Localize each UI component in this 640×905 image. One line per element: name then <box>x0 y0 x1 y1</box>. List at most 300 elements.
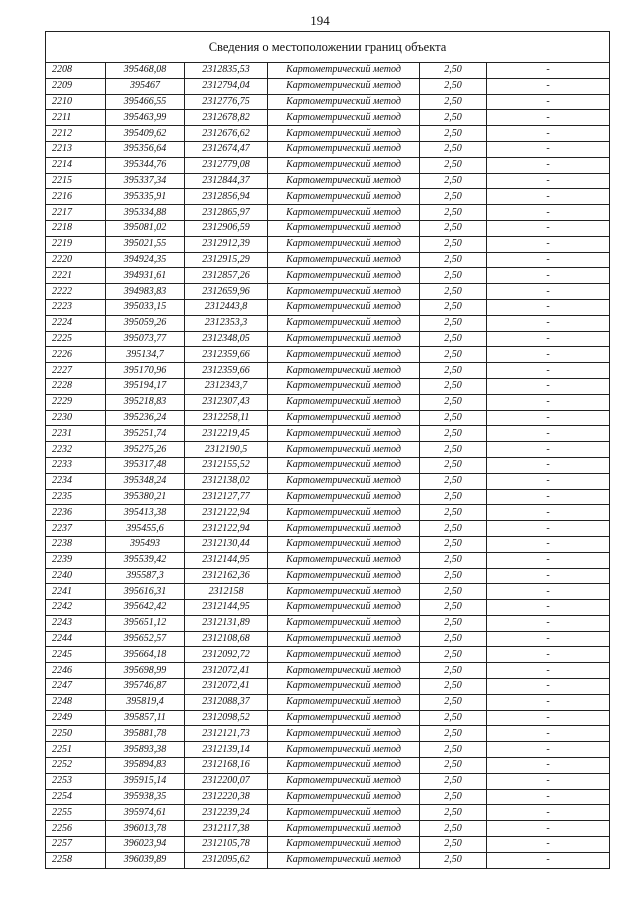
accuracy-cell: 2,50 <box>420 852 487 867</box>
y-coordinate-cell: 2312122,94 <box>185 505 268 521</box>
point-number-cell: 2232 <box>46 442 106 458</box>
y-coordinate-cell: 2312239,24 <box>185 805 268 821</box>
method-cell: Картометрический метод <box>268 726 420 742</box>
point-number-cell: 2219 <box>46 236 106 252</box>
y-coordinate-cell: 2312865,97 <box>185 205 268 221</box>
method-cell: Картометрический метод <box>268 837 420 853</box>
table-row <box>46 457 609 473</box>
x-coordinate-cell: 395819,4 <box>106 694 185 710</box>
point-number-cell: 2209 <box>46 78 106 94</box>
x-coordinate-cell: 395652,57 <box>106 631 185 647</box>
point-number-cell: 2224 <box>46 315 106 331</box>
y-coordinate-cell: 2312122,94 <box>185 521 268 537</box>
accuracy-cell: 2,50 <box>420 205 487 221</box>
y-coordinate-cell: 2312343,7 <box>185 378 268 394</box>
accuracy-cell: 2,50 <box>420 220 487 236</box>
method-cell: Картометрический метод <box>268 457 420 473</box>
point-number-cell: 2227 <box>46 363 106 379</box>
page-number: 194 <box>310 13 330 28</box>
x-coordinate-cell: 395616,31 <box>106 584 185 600</box>
method-cell: Картометрический метод <box>268 489 420 505</box>
description-cell: - <box>487 94 610 110</box>
y-coordinate-cell: 2312158 <box>185 584 268 600</box>
method-cell: Картометрический метод <box>268 805 420 821</box>
x-coordinate-cell: 394924,35 <box>106 252 185 268</box>
point-number-cell: 2240 <box>46 568 106 584</box>
table-row <box>46 442 609 458</box>
method-cell: Картометрический метод <box>268 710 420 726</box>
method-cell: Картометрический метод <box>268 789 420 805</box>
table-row <box>46 236 609 252</box>
x-coordinate-cell: 395746,87 <box>106 679 185 695</box>
point-number-cell: 2216 <box>46 189 106 205</box>
point-number-cell: 2228 <box>46 378 106 394</box>
accuracy-cell: 2,50 <box>420 837 487 853</box>
x-coordinate-cell: 395334,88 <box>106 205 185 221</box>
accuracy-cell: 2,50 <box>420 110 487 126</box>
method-cell: Картометрический метод <box>268 110 420 126</box>
point-number-cell: 2229 <box>46 394 106 410</box>
y-coordinate-cell: 2312144,95 <box>185 552 268 568</box>
method-cell: Картометрический метод <box>268 647 420 663</box>
accuracy-cell: 2,50 <box>420 647 487 663</box>
method-cell: Картометрический метод <box>268 78 420 94</box>
accuracy-cell: 2,50 <box>420 141 487 157</box>
description-cell: - <box>487 268 610 284</box>
description-cell: - <box>487 220 610 236</box>
accuracy-cell: 2,50 <box>420 157 487 173</box>
accuracy-cell: 2,50 <box>420 63 487 78</box>
x-coordinate-cell: 395218,83 <box>106 394 185 410</box>
accuracy-cell: 2,50 <box>420 742 487 758</box>
table-row <box>46 710 609 726</box>
table-row <box>46 584 609 600</box>
y-coordinate-cell: 2312162,36 <box>185 568 268 584</box>
table-row <box>46 852 609 867</box>
x-coordinate-cell: 396023,94 <box>106 837 185 853</box>
x-coordinate-cell: 395467 <box>106 78 185 94</box>
x-coordinate-cell: 395344,76 <box>106 157 185 173</box>
method-cell: Картометрический метод <box>268 505 420 521</box>
method-cell: Картометрический метод <box>268 268 420 284</box>
table-row <box>46 473 609 489</box>
y-coordinate-cell: 2312092,72 <box>185 647 268 663</box>
table-row <box>46 568 609 584</box>
x-coordinate-cell: 395466,55 <box>106 94 185 110</box>
table-row <box>46 758 609 774</box>
method-cell: Картометрический метод <box>268 536 420 552</box>
point-number-cell: 2257 <box>46 837 106 853</box>
point-number-cell: 2230 <box>46 410 106 426</box>
description-cell: - <box>487 852 610 867</box>
point-number-cell: 2238 <box>46 536 106 552</box>
y-coordinate-cell: 2312155,52 <box>185 457 268 473</box>
x-coordinate-cell: 395468,08 <box>106 63 185 78</box>
table-row <box>46 647 609 663</box>
accuracy-cell: 2,50 <box>420 378 487 394</box>
x-coordinate-cell: 395317,48 <box>106 457 185 473</box>
accuracy-cell: 2,50 <box>420 663 487 679</box>
accuracy-cell: 2,50 <box>420 694 487 710</box>
description-cell: - <box>487 615 610 631</box>
description-cell: - <box>487 63 610 78</box>
y-coordinate-cell: 2312779,08 <box>185 157 268 173</box>
y-coordinate-cell: 2312072,41 <box>185 663 268 679</box>
table-row <box>46 315 609 331</box>
point-number-cell: 2217 <box>46 205 106 221</box>
method-cell: Картометрический метод <box>268 600 420 616</box>
method-cell: Картометрический метод <box>268 821 420 837</box>
x-coordinate-cell: 394983,83 <box>106 284 185 300</box>
accuracy-cell: 2,50 <box>420 805 487 821</box>
method-cell: Картометрический метод <box>268 852 420 867</box>
table-row <box>46 394 609 410</box>
description-cell: - <box>487 426 610 442</box>
table-row <box>46 600 609 616</box>
x-coordinate-cell: 395081,02 <box>106 220 185 236</box>
x-coordinate-cell: 395021,55 <box>106 236 185 252</box>
method-cell: Картометрический метод <box>268 363 420 379</box>
method-cell: Картометрический метод <box>268 315 420 331</box>
table-row <box>46 426 609 442</box>
point-number-cell: 2255 <box>46 805 106 821</box>
x-coordinate-cell: 395493 <box>106 536 185 552</box>
accuracy-cell: 2,50 <box>420 236 487 252</box>
point-number-cell: 2211 <box>46 110 106 126</box>
method-cell: Картометрический метод <box>268 758 420 774</box>
table-row <box>46 505 609 521</box>
description-cell: - <box>487 284 610 300</box>
description-cell: - <box>487 647 610 663</box>
method-cell: Картометрический метод <box>268 252 420 268</box>
description-cell: - <box>487 552 610 568</box>
y-coordinate-cell: 2312856,94 <box>185 189 268 205</box>
accuracy-cell: 2,50 <box>420 568 487 584</box>
point-number-cell: 2210 <box>46 94 106 110</box>
table-row <box>46 742 609 758</box>
description-cell: - <box>487 126 610 142</box>
y-coordinate-cell: 2312359,66 <box>185 363 268 379</box>
description-cell: - <box>487 726 610 742</box>
y-coordinate-cell: 2312359,66 <box>185 347 268 363</box>
method-cell: Картометрический метод <box>268 157 420 173</box>
description-cell: - <box>487 363 610 379</box>
description-cell: - <box>487 758 610 774</box>
description-cell: - <box>487 521 610 537</box>
method-cell: Картометрический метод <box>268 773 420 789</box>
y-coordinate-cell: 2312844,37 <box>185 173 268 189</box>
coordinates-table <box>46 63 609 868</box>
table-row <box>46 536 609 552</box>
x-coordinate-cell: 395974,61 <box>106 805 185 821</box>
method-cell: Картометрический метод <box>268 331 420 347</box>
table-row <box>46 489 609 505</box>
point-number-cell: 2246 <box>46 663 106 679</box>
point-number-cell: 2223 <box>46 299 106 315</box>
y-coordinate-cell: 2312127,77 <box>185 489 268 505</box>
accuracy-cell: 2,50 <box>420 615 487 631</box>
method-cell: Картометрический метод <box>268 552 420 568</box>
x-coordinate-cell: 395335,91 <box>106 189 185 205</box>
accuracy-cell: 2,50 <box>420 94 487 110</box>
point-number-cell: 2235 <box>46 489 106 505</box>
accuracy-cell: 2,50 <box>420 284 487 300</box>
description-cell: - <box>487 457 610 473</box>
point-number-cell: 2226 <box>46 347 106 363</box>
accuracy-cell: 2,50 <box>420 315 487 331</box>
y-coordinate-cell: 2312794,04 <box>185 78 268 94</box>
accuracy-cell: 2,50 <box>420 489 487 505</box>
table-row <box>46 679 609 695</box>
y-coordinate-cell: 2312200,07 <box>185 773 268 789</box>
point-number-cell: 2225 <box>46 331 106 347</box>
y-coordinate-cell: 2312072,41 <box>185 679 268 695</box>
x-coordinate-cell: 395698,99 <box>106 663 185 679</box>
point-number-cell: 2252 <box>46 758 106 774</box>
y-coordinate-cell: 2312443,8 <box>185 299 268 315</box>
table-row <box>46 615 609 631</box>
description-cell: - <box>487 821 610 837</box>
table-row <box>46 347 609 363</box>
point-number-cell: 2256 <box>46 821 106 837</box>
y-coordinate-cell: 2312857,26 <box>185 268 268 284</box>
x-coordinate-cell: 395059,26 <box>106 315 185 331</box>
table-row <box>46 821 609 837</box>
point-number-cell: 2239 <box>46 552 106 568</box>
description-cell: - <box>487 489 610 505</box>
accuracy-cell: 2,50 <box>420 394 487 410</box>
table-row <box>46 521 609 537</box>
description-cell: - <box>487 141 610 157</box>
description-cell: - <box>487 110 610 126</box>
y-coordinate-cell: 2312676,62 <box>185 126 268 142</box>
description-cell: - <box>487 252 610 268</box>
table-row <box>46 94 609 110</box>
y-coordinate-cell: 2312915,29 <box>185 252 268 268</box>
description-cell: - <box>487 299 610 315</box>
x-coordinate-cell: 395642,42 <box>106 600 185 616</box>
method-cell: Картометрический метод <box>268 347 420 363</box>
accuracy-cell: 2,50 <box>420 758 487 774</box>
x-coordinate-cell: 395463,99 <box>106 110 185 126</box>
description-cell: - <box>487 773 610 789</box>
y-coordinate-cell: 2312835,53 <box>185 63 268 78</box>
description-cell: - <box>487 173 610 189</box>
point-number-cell: 2245 <box>46 647 106 663</box>
accuracy-cell: 2,50 <box>420 410 487 426</box>
description-cell: - <box>487 631 610 647</box>
table-row <box>46 789 609 805</box>
x-coordinate-cell: 395236,24 <box>106 410 185 426</box>
accuracy-cell: 2,50 <box>420 473 487 489</box>
method-cell: Картометрический метод <box>268 521 420 537</box>
accuracy-cell: 2,50 <box>420 252 487 268</box>
y-coordinate-cell: 2312144,95 <box>185 600 268 616</box>
description-cell: - <box>487 315 610 331</box>
accuracy-cell: 2,50 <box>420 773 487 789</box>
table-row <box>46 141 609 157</box>
description-cell: - <box>487 157 610 173</box>
table-row <box>46 552 609 568</box>
x-coordinate-cell: 395938,35 <box>106 789 185 805</box>
x-coordinate-cell: 395033,15 <box>106 299 185 315</box>
x-coordinate-cell: 395587,3 <box>106 568 185 584</box>
description-cell: - <box>487 536 610 552</box>
x-coordinate-cell: 395356,64 <box>106 141 185 157</box>
x-coordinate-cell: 395251,74 <box>106 426 185 442</box>
table-row <box>46 805 609 821</box>
accuracy-cell: 2,50 <box>420 363 487 379</box>
method-cell: Картометрический метод <box>268 173 420 189</box>
table-row <box>46 773 609 789</box>
accuracy-cell: 2,50 <box>420 536 487 552</box>
accuracy-cell: 2,50 <box>420 521 487 537</box>
y-coordinate-cell: 2312912,39 <box>185 236 268 252</box>
y-coordinate-cell: 2312353,3 <box>185 315 268 331</box>
y-coordinate-cell: 2312121,73 <box>185 726 268 742</box>
point-number-cell: 2234 <box>46 473 106 489</box>
method-cell: Картометрический метод <box>268 568 420 584</box>
x-coordinate-cell: 395380,21 <box>106 489 185 505</box>
table-row <box>46 63 609 78</box>
point-number-cell: 2221 <box>46 268 106 284</box>
method-cell: Картометрический метод <box>268 410 420 426</box>
table-row <box>46 78 609 94</box>
point-number-cell: 2215 <box>46 173 106 189</box>
table-row <box>46 220 609 236</box>
x-coordinate-cell: 395894,83 <box>106 758 185 774</box>
method-cell: Картометрический метод <box>268 236 420 252</box>
description-cell: - <box>487 568 610 584</box>
description-cell: - <box>487 600 610 616</box>
table-row <box>46 631 609 647</box>
method-cell: Картометрический метод <box>268 94 420 110</box>
table-row <box>46 157 609 173</box>
table-row <box>46 173 609 189</box>
x-coordinate-cell: 395337,34 <box>106 173 185 189</box>
table-row <box>46 299 609 315</box>
description-cell: - <box>487 710 610 726</box>
x-coordinate-cell: 395881,78 <box>106 726 185 742</box>
method-cell: Картометрический метод <box>268 742 420 758</box>
y-coordinate-cell: 2312906,59 <box>185 220 268 236</box>
method-cell: Картометрический метод <box>268 189 420 205</box>
table-row <box>46 410 609 426</box>
x-coordinate-cell: 395275,26 <box>106 442 185 458</box>
table-row <box>46 252 609 268</box>
point-number-cell: 2212 <box>46 126 106 142</box>
method-cell: Картометрический метод <box>268 394 420 410</box>
method-cell: Картометрический метод <box>268 663 420 679</box>
y-coordinate-cell: 2312220,38 <box>185 789 268 805</box>
table-row <box>46 126 609 142</box>
y-coordinate-cell: 2312139,14 <box>185 742 268 758</box>
point-number-cell: 2214 <box>46 157 106 173</box>
method-cell: Картометрический метод <box>268 615 420 631</box>
description-cell: - <box>487 236 610 252</box>
y-coordinate-cell: 2312105,78 <box>185 837 268 853</box>
x-coordinate-cell: 395539,42 <box>106 552 185 568</box>
point-number-cell: 2233 <box>46 457 106 473</box>
accuracy-cell: 2,50 <box>420 631 487 647</box>
x-coordinate-cell: 396039,89 <box>106 852 185 867</box>
y-coordinate-cell: 2312678,82 <box>185 110 268 126</box>
x-coordinate-cell: 395194,17 <box>106 378 185 394</box>
x-coordinate-cell: 395170,96 <box>106 363 185 379</box>
description-cell: - <box>487 331 610 347</box>
point-number-cell: 2213 <box>46 141 106 157</box>
description-cell: - <box>487 742 610 758</box>
description-cell: - <box>487 394 610 410</box>
table-row <box>46 268 609 284</box>
x-coordinate-cell: 395915,14 <box>106 773 185 789</box>
point-number-cell: 2231 <box>46 426 106 442</box>
y-coordinate-cell: 2312168,16 <box>185 758 268 774</box>
y-coordinate-cell: 2312776,75 <box>185 94 268 110</box>
accuracy-cell: 2,50 <box>420 299 487 315</box>
accuracy-cell: 2,50 <box>420 505 487 521</box>
point-number-cell: 2220 <box>46 252 106 268</box>
accuracy-cell: 2,50 <box>420 426 487 442</box>
point-number-cell: 2247 <box>46 679 106 695</box>
point-number-cell: 2241 <box>46 584 106 600</box>
method-cell: Картометрический метод <box>268 63 420 78</box>
table-row <box>46 726 609 742</box>
y-coordinate-cell: 2312219,45 <box>185 426 268 442</box>
x-coordinate-cell: 394931,61 <box>106 268 185 284</box>
description-cell: - <box>487 837 610 853</box>
y-coordinate-cell: 2312307,43 <box>185 394 268 410</box>
x-coordinate-cell: 395134,7 <box>106 347 185 363</box>
x-coordinate-cell: 395348,24 <box>106 473 185 489</box>
accuracy-cell: 2,50 <box>420 173 487 189</box>
method-cell: Картометрический метод <box>268 679 420 695</box>
accuracy-cell: 2,50 <box>420 821 487 837</box>
description-cell: - <box>487 442 610 458</box>
accuracy-cell: 2,50 <box>420 347 487 363</box>
x-coordinate-cell: 395455,6 <box>106 521 185 537</box>
x-coordinate-cell: 395664,18 <box>106 647 185 663</box>
point-number-cell: 2253 <box>46 773 106 789</box>
point-number-cell: 2222 <box>46 284 106 300</box>
description-cell: - <box>487 189 610 205</box>
y-coordinate-cell: 2312258,11 <box>185 410 268 426</box>
y-coordinate-cell: 2312088,37 <box>185 694 268 710</box>
accuracy-cell: 2,50 <box>420 710 487 726</box>
description-cell: - <box>487 694 610 710</box>
table-row <box>46 694 609 710</box>
accuracy-cell: 2,50 <box>420 679 487 695</box>
accuracy-cell: 2,50 <box>420 726 487 742</box>
description-cell: - <box>487 805 610 821</box>
description-cell: - <box>487 347 610 363</box>
description-cell: - <box>487 473 610 489</box>
point-number-cell: 2250 <box>46 726 106 742</box>
method-cell: Картометрический метод <box>268 584 420 600</box>
table-row <box>46 189 609 205</box>
method-cell: Картометрический метод <box>268 284 420 300</box>
x-coordinate-cell: 395893,38 <box>106 742 185 758</box>
method-cell: Картометрический метод <box>268 473 420 489</box>
table-row <box>46 378 609 394</box>
accuracy-cell: 2,50 <box>420 457 487 473</box>
x-coordinate-cell: 395413,38 <box>106 505 185 521</box>
table-row <box>46 284 609 300</box>
accuracy-cell: 2,50 <box>420 789 487 805</box>
method-cell: Картометрический метод <box>268 631 420 647</box>
point-number-cell: 2258 <box>46 852 106 867</box>
x-coordinate-cell: 395073,77 <box>106 331 185 347</box>
